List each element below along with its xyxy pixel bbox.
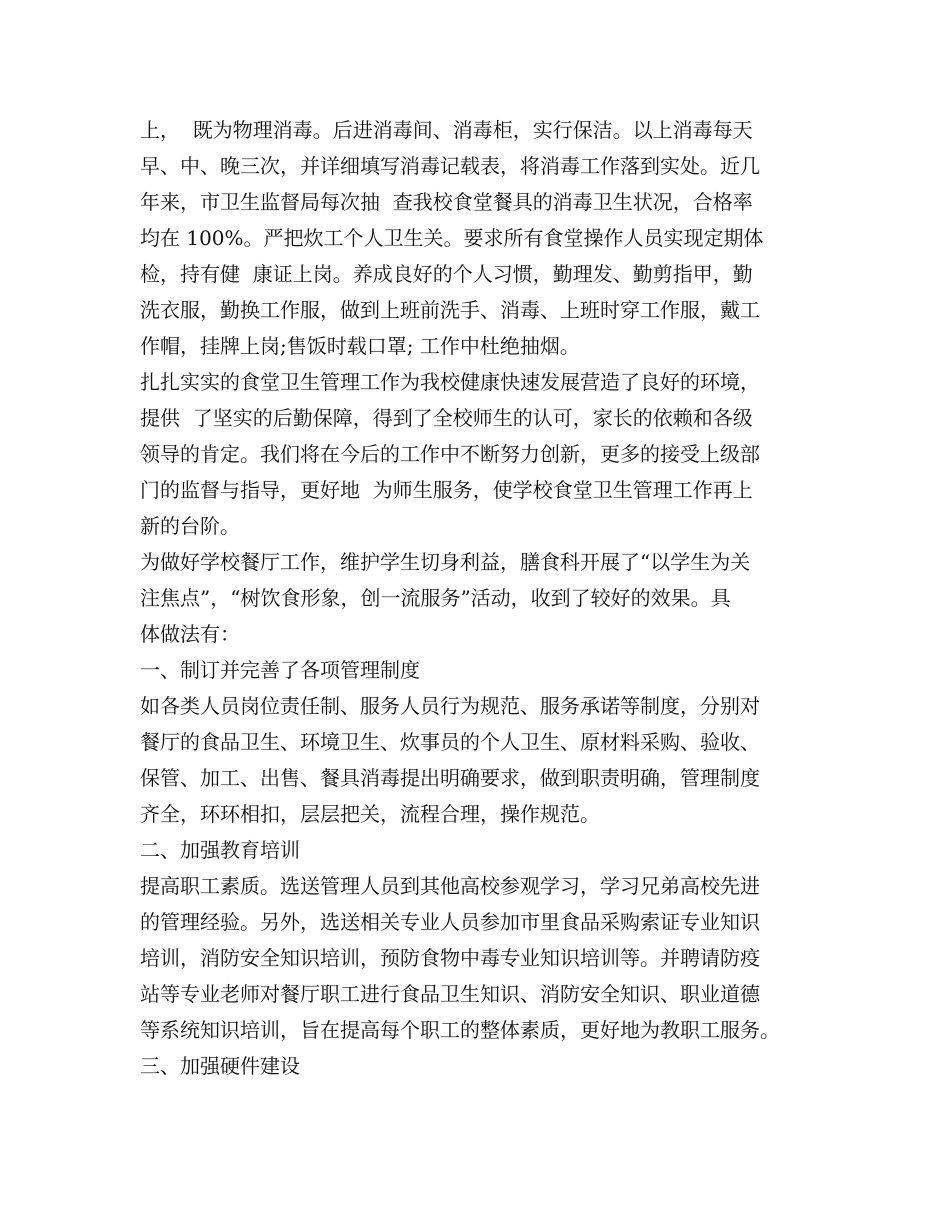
- document-body: [140, 112, 830, 1084]
- text-line: 新的台阶。: [140, 514, 240, 538]
- text-line: 早、中、晚三次，并详细填写消毒记载表，将消毒工作落到实处。近几: [140, 154, 760, 178]
- text-line: 洗衣服，勤换工作服，做到上班前洗手、消毒、上班时穿工作服，戴工: [140, 298, 760, 322]
- text-line: 的管理经验。另外，选送相关专业人员参加市里食品采购索证专业知识: [140, 910, 760, 934]
- text-line: 作帽，挂牌上岗;售饭时载口罩; 工作中杜绝抽烟。: [140, 334, 580, 358]
- text-line: 餐厅的食品卫生、环境卫生、炊事员的个人卫生、原材料采购、验收、: [140, 730, 760, 754]
- text-line: 齐全，环环相扣，层层把关，流程合理，操作规范。: [140, 802, 600, 826]
- text-line: 站等专业老师对餐厅职工进行食品卫生知识、消防安全知识、职业道德: [140, 982, 760, 1006]
- text-line: 培训，消防安全知识培训，预防食物中毒专业知识培训等。并聘请防疫: [140, 946, 760, 970]
- text-line: 门的监督与指导，更好地 为师生服务，使学校食堂卫生管理工作再上: [140, 478, 753, 502]
- text-line: 年来，市卫生监督局每次抽 查我校食堂餐具的消毒卫生状况，合格率: [140, 190, 753, 214]
- text-line: 均在 100%。严把炊工个人卫生关。要求所有食堂操作人员实现定期体: [140, 226, 764, 250]
- section-heading: 一、制订并完善了各项管理制度: [140, 658, 420, 682]
- text-line: 如各类人员岗位责任制、服务人员行为规范、服务承诺等制度，分别对: [140, 694, 760, 718]
- text-line: 保管、加工、出售、餐具消毒提出明确要求，做到职责明确，管理制度: [140, 766, 760, 790]
- text-line: 领导的肯定。我们将在今后的工作中不断努力创新，更多的接受上级部: [140, 442, 760, 466]
- text-line: 扎扎实实的食堂卫生管理工作为我校健康快速发展营造了良好的环境，: [140, 370, 760, 394]
- text-line: 检，持有健 康证上岗。养成良好的个人习惯，勤理发、勤剪指甲，勤: [140, 262, 753, 286]
- text-line: 注焦点”，“树饮食形象，创一流服务”活动，收到了较好的效果。具: [140, 586, 731, 610]
- text-line: 提供 了坚实的后勤保障，得到了全校师生的认可，家长的依赖和各级: [140, 406, 753, 430]
- text-line: 提高职工素质。选送管理人员到其他高校参观学习，学习兄弟高校先进: [140, 874, 760, 898]
- text-line: 上， 既为物理消毒。后进消毒间、消毒柜，实行保洁。以上消毒每天: [140, 118, 753, 142]
- section-heading: 三、加强硬件建设: [140, 1054, 300, 1078]
- text-line: 为做好学校餐厅工作，维护学生切身利益，膳食科开展了“以学生为关: [140, 550, 751, 574]
- text-line: 等系统知识培训，旨在提高每个职工的整体素质，更好地为教职工服务。: [140, 1018, 780, 1042]
- section-heading: 二、加强教育培训: [140, 838, 300, 862]
- text-line: 体做法有：: [140, 622, 240, 646]
